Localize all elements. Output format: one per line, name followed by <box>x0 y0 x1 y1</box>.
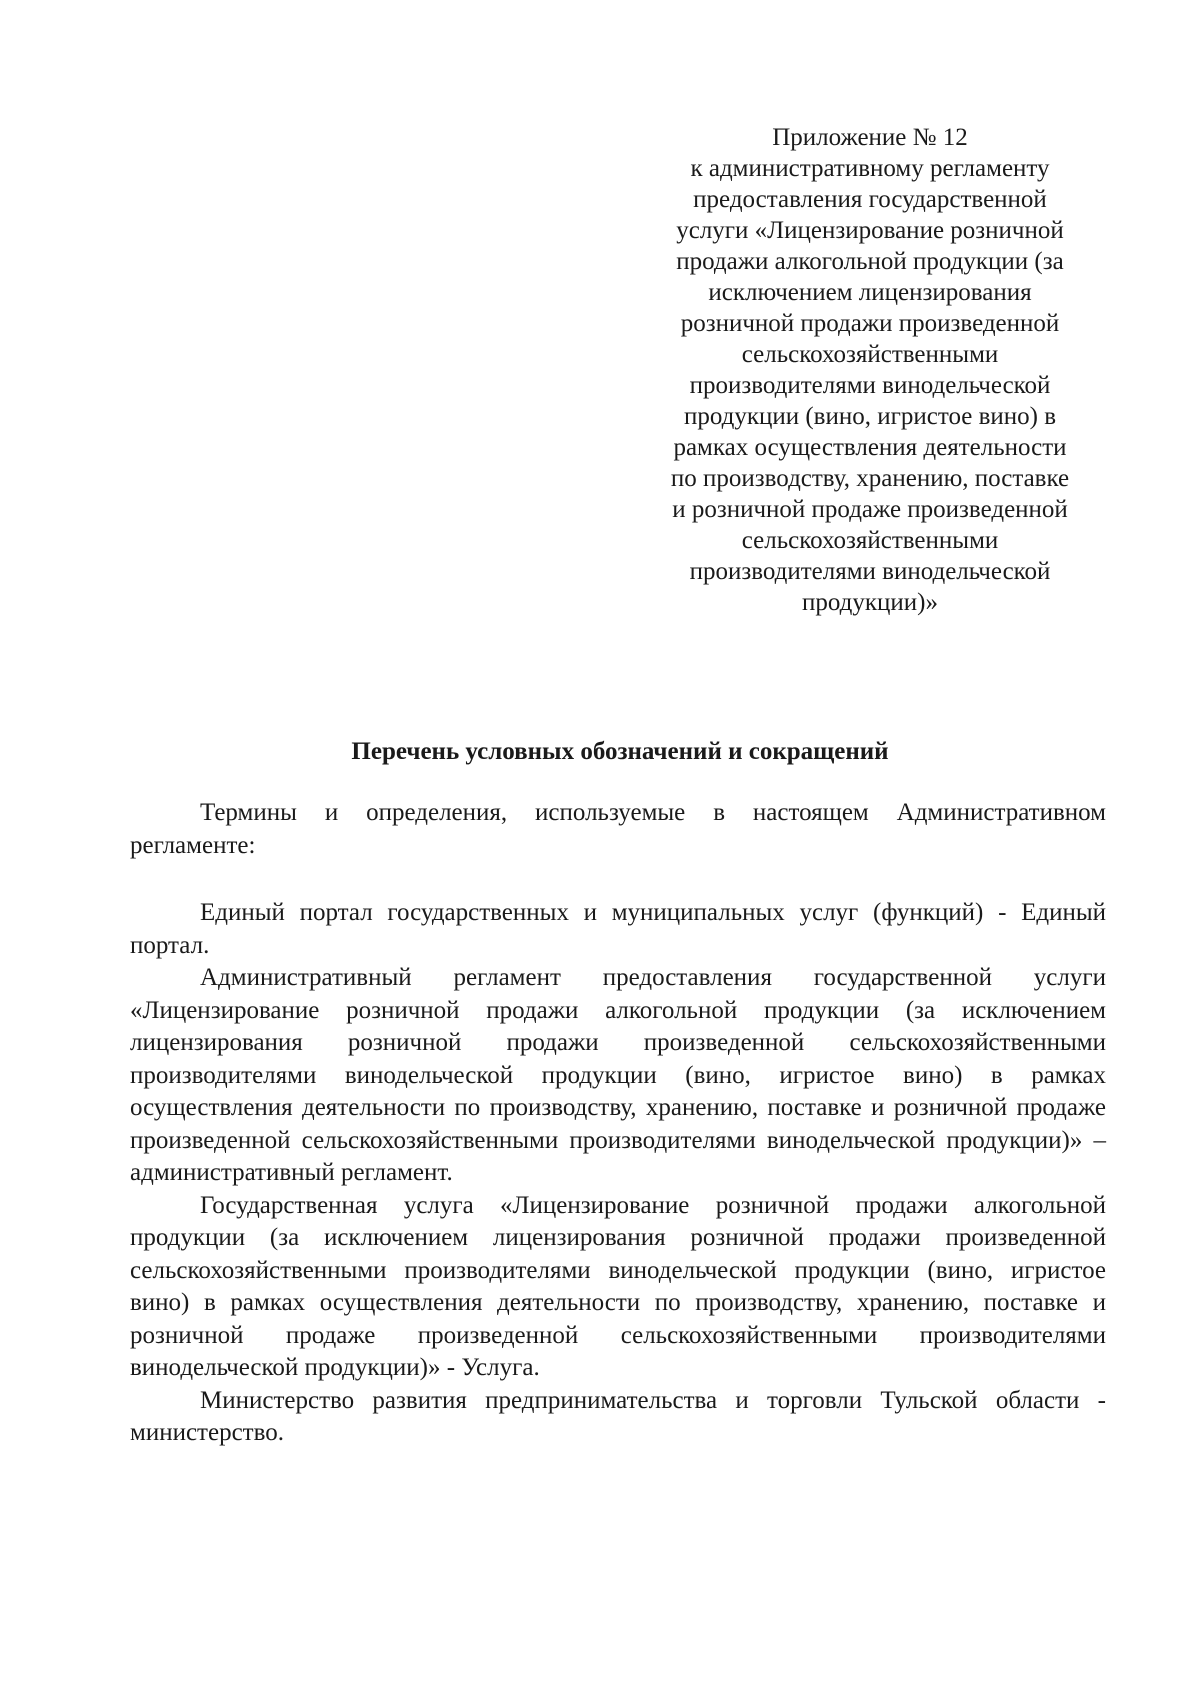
appendix-line: исключением лицензирования <box>708 279 1032 306</box>
definitions-section <box>130 897 1106 1450</box>
appendix-line: Приложение № 12 <box>772 124 968 151</box>
appendix-line: по производству, хранению, поставке <box>670 465 1070 492</box>
definition-paragraph: Министерство развития предпринимательства и торговли Тульской области - министерство. <box>130 1386 1106 1446</box>
appendix-header <box>620 122 1120 618</box>
definition-paragraph: Административный регламент предоставления государственной услуги «Лицензирование розничной продажи алкогольной продукции (за исключением лицензирования розничной продажи произведенной сельскохозяйственными производителями винодельческой продукции (вино, игристое вино) в рамках осуществления деятельности по производству, хранению, поставке и розничной продаже произведенной сельскохозяйственными производителями винодельческой продукции)» – административный регламент. <box>130 964 1106 1186</box>
appendix-line: розничной продажи произведенной <box>680 310 1060 337</box>
appendix-line: предоставления государственной <box>693 186 1047 213</box>
appendix-line: рамках осуществления деятельности <box>673 434 1067 461</box>
appendix-line: сельскохозяйственными <box>741 341 999 368</box>
intro-paragraph: Термины и определения, используемые в настоящем Административном регламенте: <box>130 799 1106 859</box>
definition-paragraph: Государственная услуга «Лицензирование розничной продажи алкогольной продукции (за исключением лицензирования розничной продажи произведенной сельскохозяйственными производителями винодельческой продукции (вино, игристое вино) в рамках осуществления деятельности по производству, хранению, поставке и розничной продаже произведенной сельскохозяйственными производителями винодельческой продукции)» - Услуга. <box>130 1191 1106 1381</box>
appendix-line: производителями винодельческой <box>689 372 1051 399</box>
appendix-line: производителями винодельческой <box>689 558 1051 585</box>
appendix-line: к административному регламенту <box>690 155 1050 182</box>
appendix-line: продукции)» <box>802 589 938 616</box>
document-title: Перечень условных обозначений и сокращений <box>351 738 889 765</box>
appendix-line: продукции (вино, игристое вино) в <box>683 403 1057 430</box>
intro-section <box>130 797 1106 862</box>
appendix-line: и розничной продаже произведенной <box>672 496 1068 523</box>
definition-paragraph: Единый портал государственных и муниципальных услуг (функций) - Единый портал. <box>130 899 1106 959</box>
appendix-line: сельскохозяйственными <box>741 527 999 554</box>
appendix-line: услуги «Лицензирование розничной <box>676 217 1064 244</box>
appendix-line: продажи алкогольной продукции (за <box>676 248 1064 275</box>
